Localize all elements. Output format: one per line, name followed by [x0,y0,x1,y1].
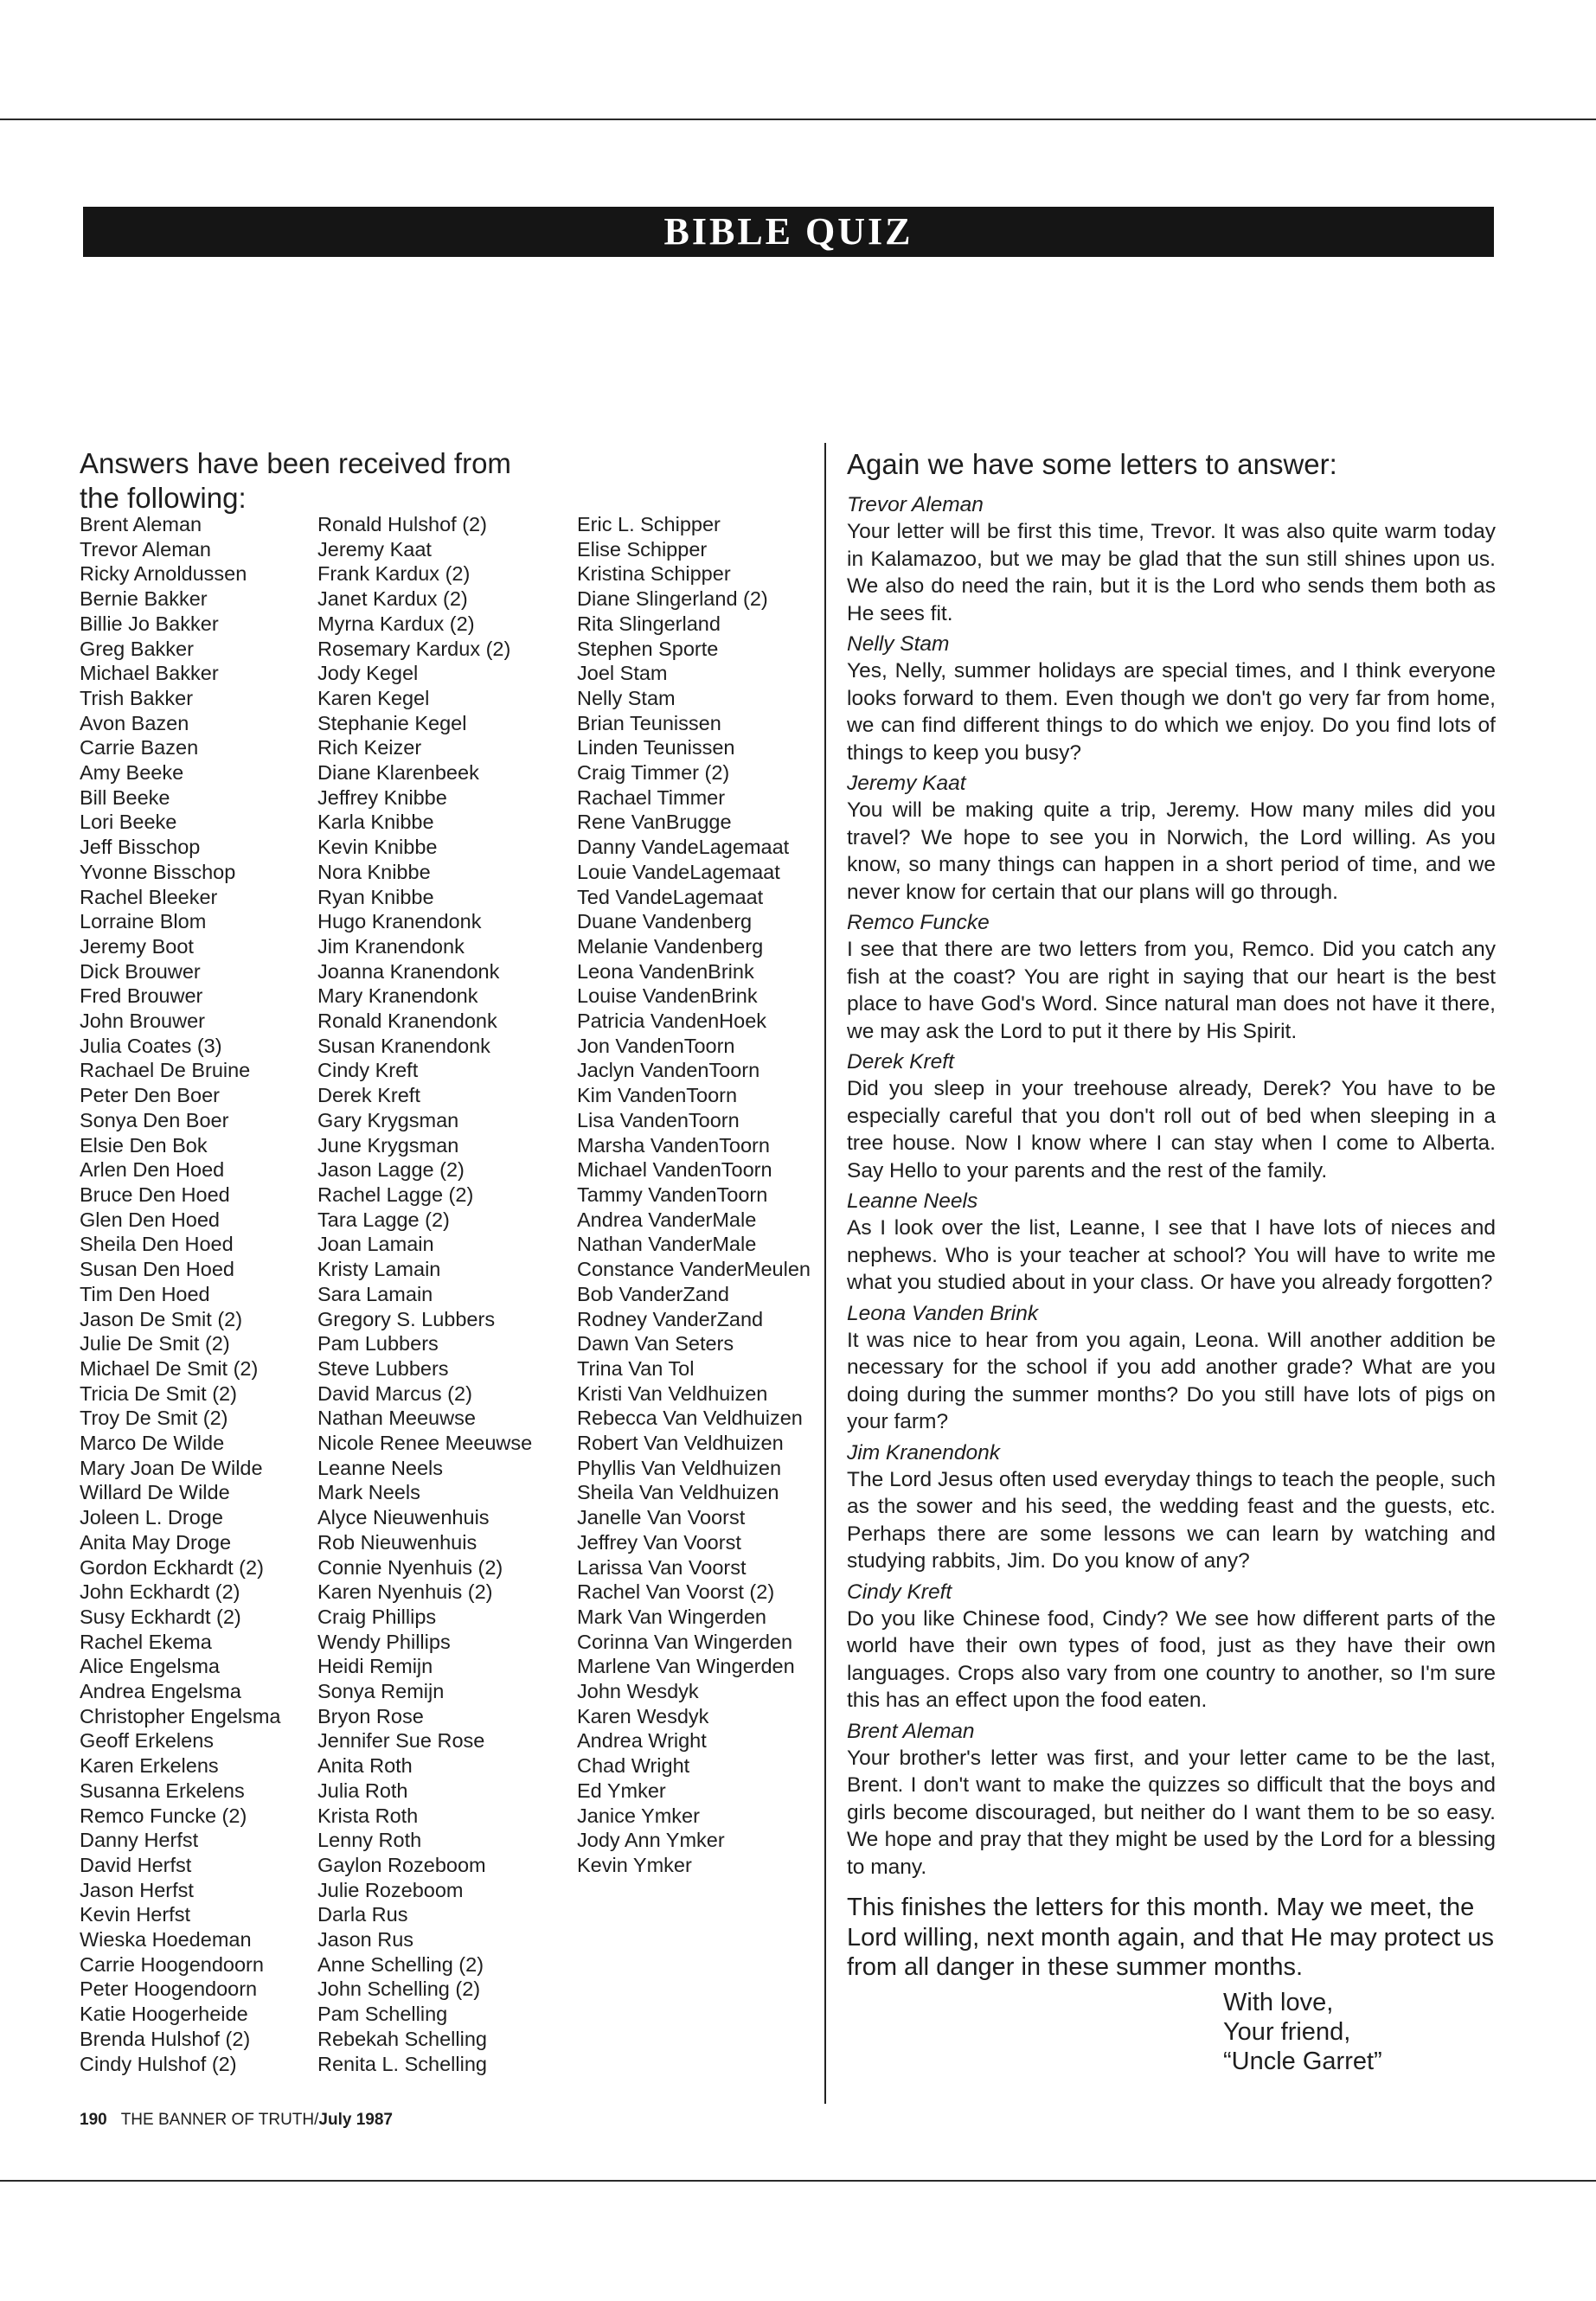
respondent-name: Sheila Den Hoed [80,1233,234,1256]
respondent-name: John Eckhardt (2) [80,1580,240,1604]
respondent-name: Nora Knibbe [317,860,431,883]
letter-recipient: Derek Kreft [847,1050,954,1074]
respondent-name: Jason Lagge (2) [317,1158,465,1182]
respondent-name: Elise Schipper [577,537,708,561]
respondent-name: David Herfst [80,1853,192,1876]
respondent-name: Remco Funcke (2) [80,1804,247,1827]
respondent-name: Tim Den Hoed [80,1282,210,1305]
respondent-name: Rachel Bleeker [80,885,218,908]
respondent-name: Kristi Van Veldhuizen [577,1381,768,1405]
respondent-name: Louie VandeLagemaat [577,860,780,883]
respondent-name: Michael De Smit (2) [80,1356,259,1380]
respondent-name: Cindy Hulshof (2) [80,2052,237,2075]
respondent-name: Bernie Bakker [80,587,208,611]
respondent-name: Susan Den Hoed [80,1258,234,1281]
signoff-line: “Uncle Garret” [1223,2047,1382,2075]
respondent-name: Brenda Hulshof (2) [80,2027,251,2050]
respondent-name: Trina Van Tol [577,1356,695,1380]
respondent-name: Julie De Smit (2) [80,1332,230,1356]
respondent-name: Anne Schelling (2) [317,1952,484,1976]
respondent-name: Nelly Stam [577,686,676,709]
respondent-name: Bruce Den Hoed [80,1183,230,1206]
signoff-line: With love, [1223,1988,1334,2016]
letter-body: Yes, Nelly, summer holidays are special times, and I think everyone looks forward to them. Even though we don't go very far from home, we can find different things to do which we enjoy. Do you find lots of things to keep you busy? [847,659,1496,765]
respondent-name: Gaylon Rozeboom [317,1853,486,1876]
respondent-name: Melanie Vandenberg [577,934,764,958]
respondent-name: Heidi Remijn [317,1655,433,1678]
respondent-name: Amy Beeke [80,761,184,785]
respondent-name: Gordon Eckhardt (2) [80,1555,264,1579]
column-divider [824,443,826,2104]
respondent-name: Hugo Kranendonk [317,910,482,933]
respondent-name: Tara Lagge (2) [317,1208,450,1231]
respondent-name: Pam Schelling [317,2003,448,2026]
letter-body: Your letter will be first this time, Trevor. It was also quite warm today in Kalamazoo, but we may be glad that the sun still shines upon us. We also do need the rain, but it is the Lord who sends them both as He sees fit. [847,520,1496,625]
respondent-name: Andrea Wright [577,1729,707,1753]
respondent-name: Andrea Engelsma [80,1680,241,1703]
letter-entry [847,1048,1496,1184]
respondent-name: Jeremy Boot [80,934,194,958]
respondent-name: Peter Den Boer [80,1084,220,1107]
respondent-name: Ryan Knibbe [317,885,434,908]
respondent-name: Karen Erkelens [80,1754,219,1778]
letter-recipient: Trevor Aleman [847,493,984,516]
respondent-name: Jody Kegel [317,662,419,685]
respondent-name: Susan Kranendonk [317,1034,490,1057]
letter-body: I see that there are two letters from you, Remco. Did you catch any fish at the coast? You are right in saying that our heart is the best place to have God's Word. Since natural man does not have it there, we may ask the Lord to put it there by His Spirit. [847,938,1496,1043]
letter-body: Do you like Chinese food, Cindy? We see how different parts of the world have their own types of food, just as they have their own languages. Crops also vary from one country to another, so I'm sure this has an effect upon the food eaten. [847,1606,1496,1712]
letter-entry [847,1300,1496,1436]
respondent-name: Trish Bakker [80,686,194,709]
letters-section [847,446,1496,2076]
respondent-name: Willard De Wilde [80,1481,230,1504]
respondent-name: John Wesdyk [577,1680,699,1703]
respondent-name: Julia Roth [317,1779,408,1802]
respondent-name: Bill Beeke [80,785,170,809]
respondent-name: Alice Engelsma [80,1655,220,1678]
respondent-name: Kristina Schipper [577,562,731,586]
respondent-name: Corinna Van Wingerden [577,1630,793,1653]
names-column-1 [80,512,281,2076]
respondent-name: Cindy Kreft [317,1059,419,1082]
respondent-name: Marsha VandenToorn [577,1133,770,1157]
page-number: 190 [80,2111,107,2129]
respondent-name: Phyllis Van Veldhuizen [577,1456,782,1479]
respondent-name: Nathan Meeuwse [317,1407,476,1430]
respondent-name: Craig Phillips [317,1605,437,1628]
respondent-name: Danny VandeLagemaat [577,836,790,859]
respondent-name: Anita Roth [317,1754,413,1778]
respondent-name: Jeremy Kaat [317,537,432,561]
signoff-line: Your friend, [1223,2017,1351,2046]
respondent-name: Rachael De Bruine [80,1059,251,1082]
respondent-name: Patricia VandenHoek [577,1009,767,1033]
letter-body: Did you sleep in your treehouse already, Derek? You have to be especially careful that you don't roll out of bed when sleeping in a tree house. Now I know where I can stay when I come to Alberta. Say Hello to your parents and the rest of the family. [847,1077,1496,1183]
respondent-name: Diane Klarenbeek [317,761,479,785]
respondent-name: Myrna Kardux (2) [317,612,475,635]
letter-entry [847,491,1496,627]
respondent-name: Constance VanderMeulen [577,1258,811,1281]
respondent-name: Renita L. Schelling [317,2052,487,2075]
respondent-name: David Marcus (2) [317,1381,472,1405]
respondent-name: Larissa Van Voorst [577,1555,747,1579]
respondent-name: Julia Coates (3) [80,1034,222,1057]
respondent-name: Chad Wright [577,1754,690,1778]
respondent-name: Christopher Engelsma [80,1704,281,1727]
letter-recipient: Brent Aleman [847,1719,975,1743]
respondent-name: Rachel Ekema [80,1630,212,1653]
respondent-name: Bryon Rose [317,1704,424,1727]
letter-entry [847,1439,1496,1575]
respondent-name: Trevor Aleman [80,537,211,561]
letter-entry [847,1579,1496,1715]
respondent-name: Stephanie Kegel [317,711,467,734]
respondent-name: Karen Kegel [317,686,430,709]
section-title: BIBLE QUIZ [663,210,913,253]
respondent-name: Ronald Hulshof (2) [317,513,487,535]
respondent-name: Rebekah Schelling [317,2027,487,2050]
respondent-name: Fred Brouwer [80,984,203,1008]
letter-recipient: Leanne Neels [847,1189,978,1213]
respondent-name: Greg Bakker [80,637,194,660]
respondent-name: Lenny Roth [317,1829,422,1852]
respondent-name: Jeff Bisschop [80,836,201,859]
respondent-name: Eric L. Schipper [577,513,721,535]
letter-entry [847,909,1496,1045]
respondent-name: Bob VanderZand [577,1282,729,1305]
respondent-name: Karla Knibbe [317,811,434,834]
respondent-name: Janice Ymker [577,1804,700,1827]
respondent-name: Julie Rozeboom [317,1878,464,1901]
respondent-name: Jaclyn VandenToorn [577,1059,760,1082]
respondent-name: Craig Timmer (2) [577,761,730,785]
respondent-name: Robert Van Veldhuizen [577,1432,784,1455]
signoff [1223,1988,1496,2076]
respondent-name: Ed Ymker [577,1779,666,1802]
respondent-name: Marlene Van Wingerden [577,1655,795,1678]
respondent-name: Kevin Ymker [577,1853,692,1876]
respondent-name: Katie Hoogerheide [80,2003,248,2026]
respondent-name: Michael VandenToorn [577,1158,772,1182]
letter-body: You will be making quite a trip, Jeremy. How many miles did you travel? We hope to see you in Norwich, the Lord willing. As you know, so many things can happen in a short period of time, and we never know for certain that our plans will go through. [847,798,1496,904]
names-column-2 [317,512,532,2076]
respondent-name: Sheila Van Veldhuizen [577,1481,779,1504]
letter-recipient: Jeremy Kaat [847,772,966,795]
respondent-name: Mark Van Wingerden [577,1605,766,1628]
respondent-name: Yvonne Bisschop [80,860,236,883]
respondent-name: Mary Kranendonk [317,984,478,1008]
respondent-name: Ricky Arnoldussen [80,562,247,586]
letter-body: Your brother's letter was first, and your letter came to be the last, Brent. I don't want to make the quizzes so difficult that the boys and girls become discouraged, but neither do I want them to be so easy. We hope and pray that they might be used by the Lord for a blessing to many. [847,1746,1496,1879]
respondent-name: Elsie Den Bok [80,1133,208,1157]
respondent-name: Rita Slingerland [577,612,721,635]
letter-recipient: Leona Vanden Brink [847,1301,1039,1325]
respondent-name: Michael Bakker [80,662,219,685]
respondent-name: Kristy Lamain [317,1258,441,1281]
respondent-name: Gary Krygsman [317,1108,459,1131]
respondent-name: Mark Neels [317,1481,420,1504]
respondent-name: Susanna Erkelens [80,1779,245,1802]
top-rule [0,119,1596,120]
respondent-name: Krista Roth [317,1804,419,1827]
letter-body: The Lord Jesus often used everyday things to teach the people, such as the sower and his seed, the wedding feast and the guests, etc. Perhaps there are some lessons we can learn by watching and studying rabbits, Jim. Do you know of any? [847,1467,1496,1573]
respondent-name: Rene VanBrugge [577,811,732,834]
respondent-name: Jody Ann Ymker [577,1829,725,1852]
section-banner [83,207,1494,257]
closing-paragraph: This finishes the letters for this month. May we meet, the Lord willing, next month again, and that He may protect us from all danger in these summer months. [847,1894,1494,1981]
letter-entry [847,631,1496,766]
letter-recipient: Nelly Stam [847,632,950,656]
letter-recipient: Remco Funcke [847,911,990,934]
respondent-name: Geoff Erkelens [80,1729,215,1753]
respondent-name: Peter Hoogendoorn [80,1977,258,2001]
respondent-name: Diane Slingerland (2) [577,587,768,611]
respondent-name: Jason De Smit (2) [80,1307,243,1330]
respondent-name: Linden Teunissen [577,736,735,760]
respondent-name: Lori Beeke [80,811,177,834]
respondent-name: Ronald Kranendonk [317,1009,497,1033]
letter-body: As I look over the list, Leanne, I see that I have lots of nieces and nephews. Who is your teacher at school? You will have to write me what you studied about in your class. Or have you already forgotten? [847,1216,1496,1294]
respondent-name: June Krygsman [317,1133,459,1157]
respondent-name: Sara Lamain [317,1282,433,1305]
respondent-name: Carrie Bazen [80,736,199,760]
respondent-name: Jason Herfst [80,1878,194,1901]
respondent-name: Rosemary Kardux (2) [317,637,511,660]
respondent-name: Connie Nyenhuis (2) [317,1555,503,1579]
respondent-name: Marco De Wilde [80,1432,225,1455]
respondent-name: Brent Aleman [80,513,202,535]
respondent-name: Danny Herfst [80,1829,199,1852]
respondent-name: Jon VandenToorn [577,1034,735,1057]
respondent-name: Lisa VandenToorn [577,1108,740,1131]
names-column-3 [577,512,811,1878]
letter-recipient: Jim Kranendonk [847,1440,1001,1465]
respondent-name: Karen Nyenhuis (2) [317,1580,493,1604]
page-footer [80,2110,393,2131]
respondent-name: Pam Lubbers [317,1332,439,1356]
respondent-name: Jason Rus [317,1928,414,1952]
respondent-name: Sonya Den Boer [80,1108,229,1131]
respondent-name: Ted VandeLagemaat [577,885,764,908]
respondent-name: Jeffrey Knibbe [317,785,447,809]
respondent-name: Rich Keizer [317,736,422,760]
respondent-name: Stephen Sporte [577,637,719,660]
respondent-name: Joel Stam [577,662,668,685]
respondent-name: Nicole Renee Meeuwse [317,1432,533,1455]
bottom-rule [0,2180,1596,2182]
respondent-name: Derek Kreft [317,1084,420,1107]
respondent-name: Duane Vandenberg [577,910,753,933]
respondent-name: Lorraine Blom [80,910,207,933]
respondent-name: Glen Den Hoed [80,1208,220,1231]
respondent-name: John Schelling (2) [317,1977,481,2001]
issue-date: July 1987 [318,2111,393,2129]
respondent-name: Dawn Van Seters [577,1332,734,1356]
respondent-name: Darla Rus [317,1903,408,1926]
respondent-name: Susy Eckhardt (2) [80,1605,241,1628]
letter-body: It was nice to hear from you again, Leona. Will another addition be necessary for the school if you add another grade? What are you doing during the summer months? Do you still have lots of pigs on your farm? [847,1328,1496,1433]
respondent-name: Billie Jo Bakker [80,612,219,635]
respondent-name: Rachel Lagge (2) [317,1183,474,1206]
respondent-name: Frank Kardux (2) [317,562,471,586]
respondent-name: Karen Wesdyk [577,1704,709,1727]
respondent-name: Nathan VanderMale [577,1233,757,1256]
respondent-name: John Brouwer [80,1009,205,1033]
respondent-name: Sonya Remijn [317,1680,445,1703]
respondent-name: Jennifer Sue Rose [317,1729,485,1753]
respondent-name: Brian Teunissen [577,711,721,734]
respondent-name: Avon Bazen [80,711,189,734]
respondent-name: Joleen L. Droge [80,1506,223,1529]
respondent-name: Kevin Herfst [80,1903,190,1926]
respondent-name: Tricia De Smit (2) [80,1381,237,1405]
respondent-name: Rachel Van Voorst (2) [577,1580,775,1604]
letters-heading: Again we have some letters to answer: [847,448,1337,480]
respondent-name: Rodney VanderZand [577,1307,764,1330]
respondent-name: Andrea VanderMale [577,1208,757,1231]
respondent-name: Kim VandenToorn [577,1084,738,1107]
respondent-name: Joan Lamain [317,1233,434,1256]
respondent-name: Rob Nieuwenhuis [317,1530,478,1554]
respondent-name: Troy De Smit (2) [80,1407,228,1430]
answers-heading: Answers have been received from the following: [80,447,511,514]
letter-recipient: Cindy Kreft [847,1580,952,1604]
respondent-name: Wendy Phillips [317,1630,451,1653]
respondent-name: Mary Joan De Wilde [80,1456,263,1479]
respondent-name: Kevin Knibbe [317,836,438,859]
respondent-name: Janet Kardux (2) [317,587,468,611]
respondent-name: Louise VandenBrink [577,984,758,1008]
respondent-name: Arlen Den Hoed [80,1158,225,1182]
publication-name: THE BANNER OF TRUTH/ [120,2111,319,2129]
respondent-name: Dick Brouwer [80,959,201,983]
respondent-name: Gregory S. Lubbers [317,1307,496,1330]
respondent-name: Wieska Hoedeman [80,1928,252,1952]
respondent-name: Steve Lubbers [317,1356,449,1380]
letters-list [847,491,1496,1881]
respondent-name: Leanne Neels [317,1456,444,1479]
respondent-name: Joanna Kranendonk [317,959,500,983]
respondent-name: Rebecca Van Veldhuizen [577,1407,803,1430]
letter-entry [847,1188,1496,1297]
respondent-name: Janelle Van Voorst [577,1506,746,1529]
respondent-name: Anita May Droge [80,1530,232,1554]
respondent-name: Jim Kranendonk [317,934,465,958]
respondent-name: Jeffrey Van Voorst [577,1530,741,1554]
respondent-name: Alyce Nieuwenhuis [317,1506,490,1529]
respondent-name: Rachael Timmer [577,785,726,809]
respondent-name: Carrie Hoogendoorn [80,1952,264,1976]
respondent-name: Tammy VandenToorn [577,1183,768,1206]
respondent-name: Leona VandenBrink [577,959,754,983]
letter-entry [847,770,1496,906]
letter-entry [847,1718,1496,1881]
